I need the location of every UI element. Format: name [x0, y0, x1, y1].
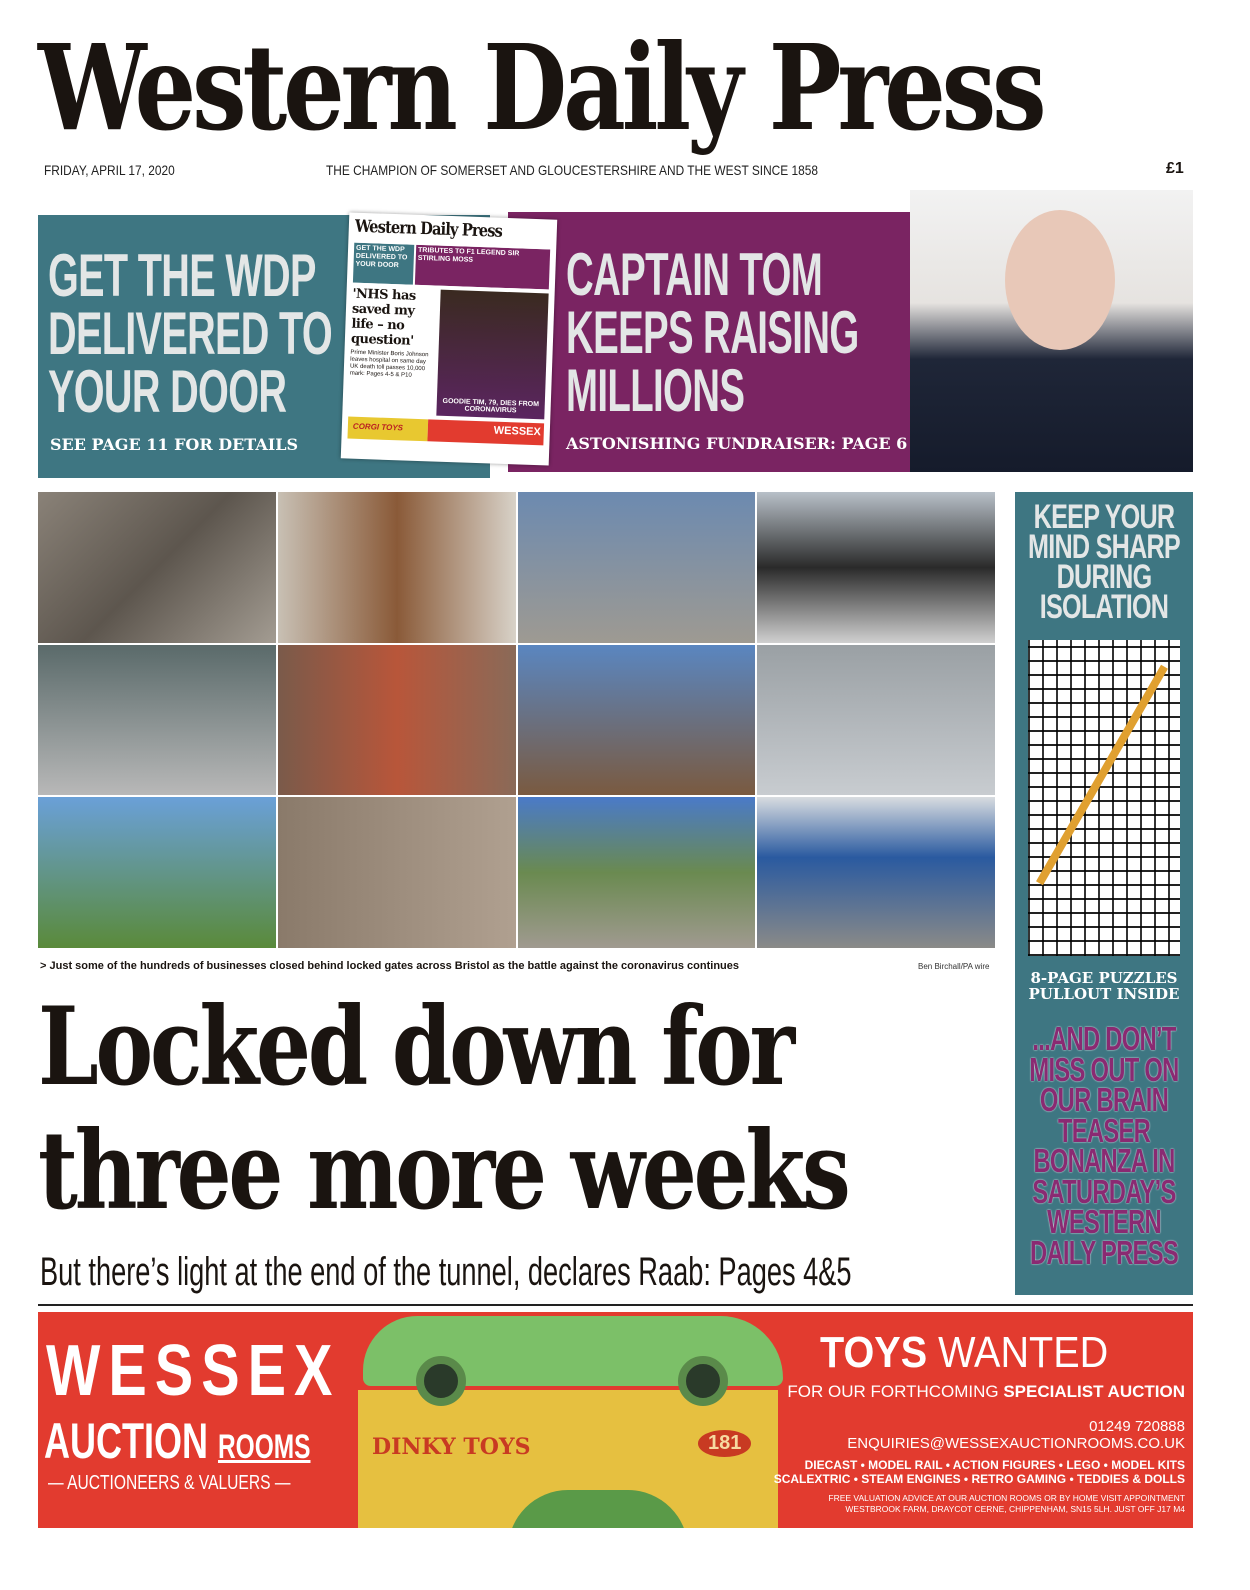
toy-car-icon	[508, 1490, 688, 1528]
dinky-box	[358, 1390, 778, 1528]
gate-photo	[38, 797, 276, 948]
sidebar-line: MIND SHARP	[1028, 528, 1180, 566]
captain-tom-promo[interactable]	[508, 212, 910, 472]
ad-subtitle-bold: SPECIALIST AUCTION	[1003, 1382, 1185, 1401]
mini-delivery: GET THE WDP DELIVERED TO YOUR DOOR	[353, 243, 414, 285]
promo-footer: ASTONISHING FUNDRAISER: PAGE 6	[566, 434, 908, 453]
teaser-line: TEASER	[1057, 1111, 1151, 1149]
mini-quote: 'NHS has saved my life – no question'	[350, 286, 416, 349]
gate-photo	[518, 492, 756, 643]
wheel-icon	[416, 1356, 466, 1406]
crossword-photo	[1028, 640, 1180, 956]
ad-fineprint: FREE VALUATION ADVICE AT OUR AUCTION ROOMS OR BY HOME VISIT APPOINTMENT	[828, 1493, 1185, 1503]
tagline: THE CHAMPION OF SOMERSET AND GLOUCESTERSHIRE AND THE WEST SINCE 1858	[326, 162, 818, 178]
caption-text: Just some of the hundreds of businesses closed behind locked gates across Bristol as the battle against the coronavirus continues	[49, 960, 739, 972]
ad-brand: WESSEX	[46, 1331, 341, 1411]
pullout-line: PULLOUT INSIDE	[1028, 985, 1180, 1003]
promo-line: CAPTAIN TOM	[566, 241, 823, 308]
gate-photo	[518, 645, 756, 796]
mini-photo: GOODIE TIM, 79, DIES FROM CORONAVIRUS	[436, 290, 548, 420]
promo-line: DELIVERED TO	[48, 300, 332, 367]
gate-photo	[38, 492, 276, 643]
mini-tribute: TRIBUTES TO F1 LEGEND SIR STIRLING MOSS	[415, 245, 550, 290]
mini-standfirst: Prime Minister Boris Johnson leaves hospital on same day UK death toll passes 10,000 mark: Pages 4-5 & P10	[349, 349, 429, 379]
sidebar-line: ISOLATION	[1039, 588, 1169, 626]
promo-line: GET THE WDP	[48, 242, 316, 309]
gate-photo	[38, 645, 276, 796]
headline-line: three more weeks	[38, 1108, 848, 1234]
previous-front-page-thumbnail	[341, 212, 557, 465]
locked-gates-photo-montage	[38, 492, 995, 948]
sidebar-line: KEEP YOUR	[1033, 498, 1175, 536]
teaser-line: MISS OUT ON	[1029, 1050, 1179, 1088]
ad-brand-tag: — AUCTIONEERS & VALUERS —	[48, 1472, 291, 1494]
ad-email[interactable]: ENQUIRIES@WESSEXAUCTIONROOMS.CO.UK	[847, 1435, 1185, 1452]
mini-ad: CORGI TOYS	[347, 417, 428, 442]
box-label: DINKY TOYS	[372, 1434, 531, 1460]
headline-line: Locked down for	[38, 984, 792, 1110]
gate-photo	[278, 797, 516, 948]
gate-photo	[757, 645, 995, 796]
teaser-line: DAILY PRESS	[1030, 1233, 1178, 1271]
gate-photo	[757, 797, 995, 948]
gate-photo	[518, 797, 756, 948]
gate-photo	[278, 645, 516, 796]
promo-line: YOUR DOOR	[48, 358, 287, 425]
puzzles-sidebar[interactable]	[1015, 492, 1193, 1295]
caption-arrow-icon: >	[40, 960, 50, 972]
promo-line: MILLIONS	[566, 357, 745, 424]
face-shape	[1005, 210, 1115, 350]
subheadline: But there’s light at the end of the tunnel, declares Raab: Pages 4&5	[40, 1250, 852, 1294]
promo-line: KEEPS RAISING	[566, 299, 859, 366]
gate-photo	[278, 492, 516, 643]
price: £1	[1166, 160, 1184, 177]
gate-photo	[757, 492, 995, 643]
ad-categories: SCALEXTRIC • STEAM ENGINES • RETRO GAMING • TEDDIES & DOLLS	[773, 1472, 1185, 1486]
issue-date: FRIDAY, APRIL 17, 2020	[44, 162, 175, 178]
wessex-auction-advert[interactable]	[38, 1312, 1193, 1528]
teaser-line: SATURDAY’S	[1032, 1172, 1176, 1210]
sidebar-line: DURING	[1056, 558, 1152, 596]
captain-tom-photo	[910, 190, 1193, 472]
ad-subtitle: FOR OUR FORTHCOMING	[787, 1382, 1004, 1401]
ad-categories: DIECAST • MODEL RAIL • ACTION FIGURES • LEGO • MODEL KITS	[804, 1458, 1185, 1472]
ad-brand-rooms: ROOMS	[218, 1428, 311, 1466]
teaser-line: BONANZA IN	[1033, 1142, 1175, 1179]
ad-brand-auction: AUCTION	[44, 1413, 208, 1469]
mini-title: Western Daily Press	[354, 216, 503, 242]
masthead-title: Western Daily Press	[38, 18, 1043, 157]
ad-title-bold: TOYS	[820, 1328, 928, 1377]
photo-caption	[40, 960, 739, 972]
mini-ad2: WESSEX	[427, 419, 544, 445]
ad-title-light: WANTED	[938, 1328, 1109, 1377]
teaser-line: ...AND DON’T	[1032, 1020, 1176, 1057]
ad-address: WESTBROOK FARM, DRAYCOT CERNE, CHIPPENHAM, SN15 5LH. JUST OFF J17 M4	[845, 1504, 1185, 1514]
photo-credit: Ben Birchall/PA wire	[918, 962, 990, 971]
pullout-line: 8-PAGE PUZZLES	[1030, 969, 1178, 987]
box-number: 181	[698, 1430, 751, 1457]
ad-phone[interactable]: 01249 720888	[1089, 1418, 1185, 1435]
divider	[38, 1304, 1193, 1306]
promo-footer: SEE PAGE 11 FOR DETAILS	[50, 435, 299, 454]
wheel-icon	[678, 1356, 728, 1406]
teaser-line: WESTERN	[1047, 1203, 1161, 1240]
main-headline[interactable]	[38, 985, 848, 1233]
teaser-line: OUR BRAIN	[1039, 1081, 1169, 1118]
